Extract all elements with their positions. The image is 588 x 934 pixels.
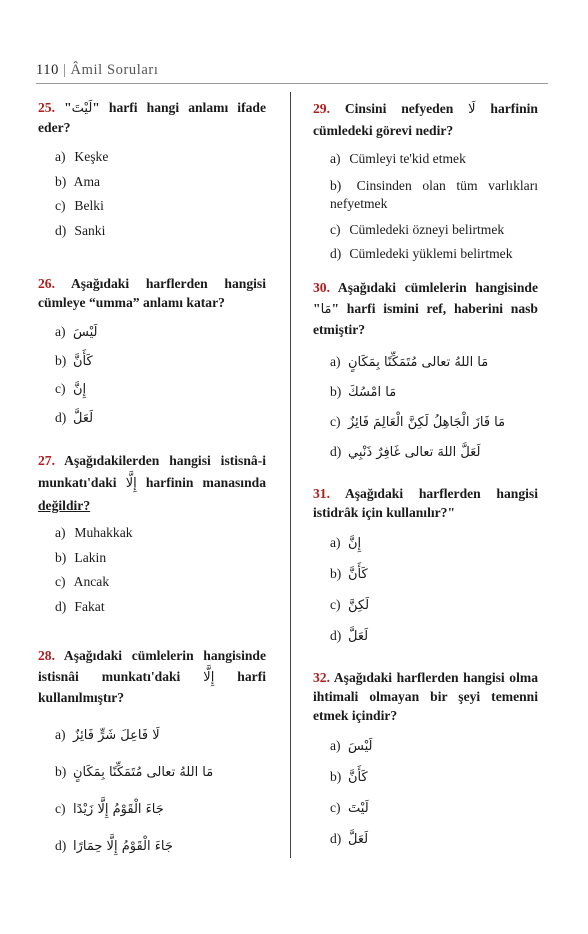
question-27 xyxy=(38,450,266,619)
question-number: 30. xyxy=(313,280,330,295)
option-c[interactable]: c) Cümledeki özneyi belirtmek xyxy=(330,221,505,237)
question-text: 25. "لَيْتَ" harfi hangi anlamı ifade eder? xyxy=(38,100,266,135)
question-28 xyxy=(38,646,266,865)
arabic-term: إِلَّا xyxy=(203,669,215,685)
question-number: 29. xyxy=(313,101,330,116)
option-a[interactable]: a) Keşke xyxy=(55,149,109,164)
option-c[interactable]: c) مَا فَازَ الْجَاهِلُ لَكِنَّ الْعَالِمَ فَائِزٌ xyxy=(330,413,506,430)
page-number: 110 xyxy=(36,62,60,78)
question-number: 27. xyxy=(38,453,55,468)
question-text: 27. Aşağıdakilerden hangisi istisnâ-i munkatı'daki إِلَّا harfinin manasında değildir? xyxy=(38,453,266,513)
question-32 xyxy=(313,668,538,855)
option-d[interactable]: d) Fakat xyxy=(55,598,105,614)
option-b[interactable]: b) كَأَنَّ xyxy=(55,352,93,369)
option-c[interactable]: c) إِنَّ xyxy=(55,381,87,397)
header-rule xyxy=(36,83,548,84)
option-c[interactable]: c) Belki xyxy=(55,198,104,213)
option-c[interactable]: c) لَيْتَ xyxy=(330,800,369,816)
question-31 xyxy=(313,484,538,652)
option-a[interactable]: a) Cümleyi te'kid etmek xyxy=(330,151,466,166)
option-b[interactable]: b) مَا اللهُ تعالى مُتَمَكِّنًا بِمَكَانٍ xyxy=(55,763,214,780)
arabic-term: إِلَّا xyxy=(125,476,137,491)
arabic-term: لَيْتَ xyxy=(71,101,93,116)
question-25 xyxy=(38,98,266,243)
column-divider xyxy=(290,92,291,858)
header-separator: | xyxy=(63,62,67,78)
question-text: 30. Aşağıdaki cümlelerin hangisinde "مَا" harfi ismini ref, haberini nasb etmiştir? xyxy=(313,280,538,337)
option-a[interactable]: a) لَيْسَ xyxy=(330,738,373,754)
question-number: 26. xyxy=(38,276,55,291)
option-c[interactable]: c) لَكِنَّ xyxy=(330,597,370,613)
option-d[interactable]: d) لَعَلَّ xyxy=(330,628,369,644)
option-b[interactable]: b) Cinsinden olan tüm varlıkları nefyetmek xyxy=(330,177,538,211)
option-a[interactable]: a) مَا اللهُ تعالى مُتَمَكِّنًا بِمَكَانٍ xyxy=(330,353,489,370)
question-text: 29. Cinsini nefyeden لَا harfinin cümledeki görevi nedir? xyxy=(313,101,538,138)
option-a[interactable]: a) لَيْسَ xyxy=(55,324,98,340)
option-d[interactable]: d) لَعَلَّ اللهَ تعالى غَافِرٌ ذَنْبِي xyxy=(330,443,481,460)
question-30 xyxy=(313,278,538,467)
question-text: 32. Aşağıdaki harflerden hangisi olma ihtimali olmayan bir şeyi temenni etmek içindir? xyxy=(313,670,538,723)
option-b[interactable]: b) مَا امْسُكَ xyxy=(330,383,397,400)
option-d[interactable]: d) جَاءَ الْقَوْمُ إِلَّا حِمَارًا xyxy=(55,837,173,854)
question-text: 31. Aşağıdaki harflerden hangisi istidrâk için kullanılır?" xyxy=(313,486,538,520)
option-a[interactable]: a) لَا فَاعِلَ شَرٍّ فَائِزٌ xyxy=(55,726,160,743)
option-d[interactable]: d) Sanki xyxy=(55,222,106,238)
option-b[interactable]: b) Ama xyxy=(55,173,101,189)
option-c[interactable]: c) Ancak xyxy=(55,574,110,589)
option-a[interactable]: a) إِنَّ xyxy=(330,535,362,551)
page-header xyxy=(36,62,158,79)
option-c[interactable]: c) جَاءَ الْقَوْمُ إِلَّا زَيْدًا xyxy=(55,800,164,817)
option-b[interactable]: b) كَأَنَّ xyxy=(330,769,368,785)
question-text: 28. Aşağıdaki cümlelerin hangisinde istisnâi munkatı'daki إِلَّا harfi kullanılmıştır? xyxy=(38,648,266,705)
question-text: 26. Aşağıdaki harflerden hangisi cümleye “umma” anlamı katar? xyxy=(38,276,266,310)
book-title: Âmil Soruları xyxy=(70,62,159,78)
option-b[interactable]: b) كَأَنَّ xyxy=(330,566,368,582)
question-number: 25. xyxy=(38,100,55,115)
question-number: 32. xyxy=(313,670,330,685)
question-number: 31. xyxy=(313,486,330,501)
option-d[interactable]: d) لَعَلَّ xyxy=(55,409,94,426)
emphasis: değildir? xyxy=(38,498,91,513)
option-d[interactable]: d) لَعَلَّ xyxy=(330,831,369,847)
option-d[interactable]: d) Cümledeki yüklemi belirtmek xyxy=(330,246,513,261)
option-b[interactable]: b) Lakin xyxy=(55,549,107,565)
question-number: 28. xyxy=(38,648,55,663)
arabic-term: لَا xyxy=(468,102,476,117)
arabic-term: مَا xyxy=(320,301,332,317)
question-29 xyxy=(313,98,538,267)
option-a[interactable]: a) Muhakkak xyxy=(55,525,133,540)
question-26 xyxy=(38,274,266,432)
